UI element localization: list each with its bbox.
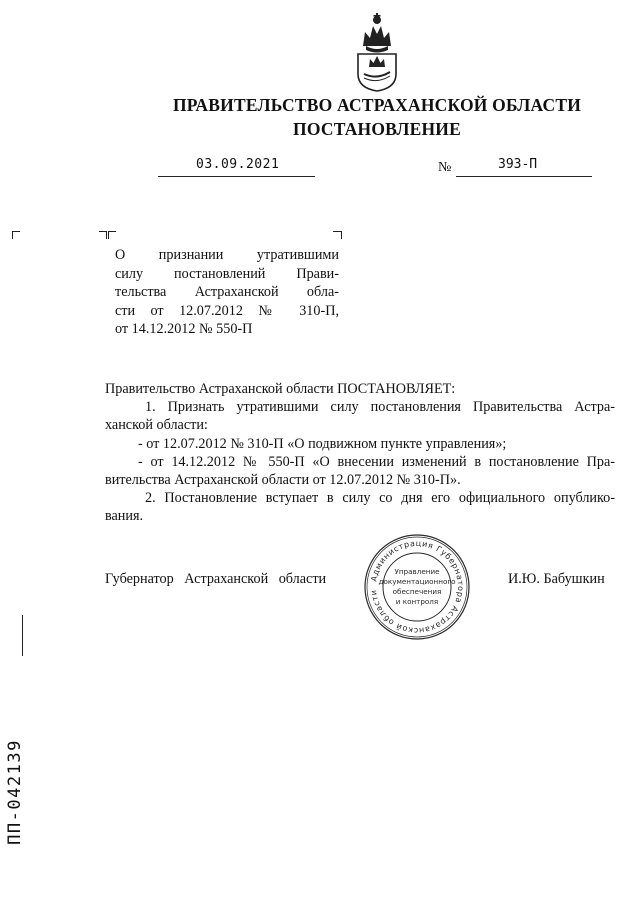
signer-name: И.Ю. Бабушкин [508, 571, 605, 587]
body-line: 2. Постановление вступает в силу со дня его официального опублико- [145, 490, 615, 507]
document-date: 03.09.2021 [196, 157, 280, 172]
subject-line: силу постановлений Прави- [115, 265, 339, 282]
margin-rule [22, 615, 23, 656]
stamp-center-line: обеспечения [392, 587, 442, 596]
coat-of-arms-emblem [352, 10, 402, 92]
registration-number [0, 712, 30, 872]
stamp-center-line: документационного [378, 577, 456, 586]
stamp-ring-text: Администрация Губернатора Астраханской области [369, 538, 466, 636]
stamp-center-line: Управление [394, 567, 440, 576]
number-underline [456, 176, 592, 177]
registration-number-text: ПП-042139 [5, 739, 25, 845]
subject-corner-mark [333, 231, 342, 239]
subject-corner-mark [108, 231, 116, 239]
margin-corner-mark [12, 231, 20, 239]
body-line: вания. [105, 508, 144, 525]
document-subject [115, 246, 339, 339]
official-stamp [362, 532, 472, 642]
government-title: ПРАВИТЕЛЬСТВО АСТРАХАНСКОЙ ОБЛАСТИ [172, 95, 582, 115]
subject-line: от 14.12.2012 № 550-П [115, 321, 253, 338]
stamp-center-line: и контроля [395, 597, 439, 606]
margin-corner-mark [99, 231, 107, 239]
body-line: вительства Астраханской области от 12.07.2012 № 310-П». [105, 471, 461, 488]
body-line: Правительство Астраханской области ПОСТАНОВЛЯЕТ: [105, 381, 456, 397]
body-line: - от 12.07.2012 № 310-П «О подвижном пункте управления»; [138, 435, 507, 452]
number-sign: № [438, 160, 452, 175]
body-line: - от 14.12.2012 № 550-П «О внесении изменений в постановление Пра- [138, 453, 615, 470]
document-type-title: ПОСТАНОВЛЕНИЕ [293, 119, 461, 139]
signer-title: Губернатор Астраханской области [105, 571, 327, 587]
subject-line: сти от 12.07.2012 № 310-П, [115, 302, 339, 319]
document-body [105, 380, 615, 526]
subject-line: тельства Астраханской обла- [115, 284, 339, 301]
body-line: ханской области: [105, 417, 208, 434]
document-number: 393-П [498, 157, 538, 172]
subject-line: О признании утратившими [115, 247, 339, 263]
date-underline [158, 176, 315, 177]
body-line: 1. Признать утратившими силу постановления Правительства Астра- [145, 399, 615, 416]
